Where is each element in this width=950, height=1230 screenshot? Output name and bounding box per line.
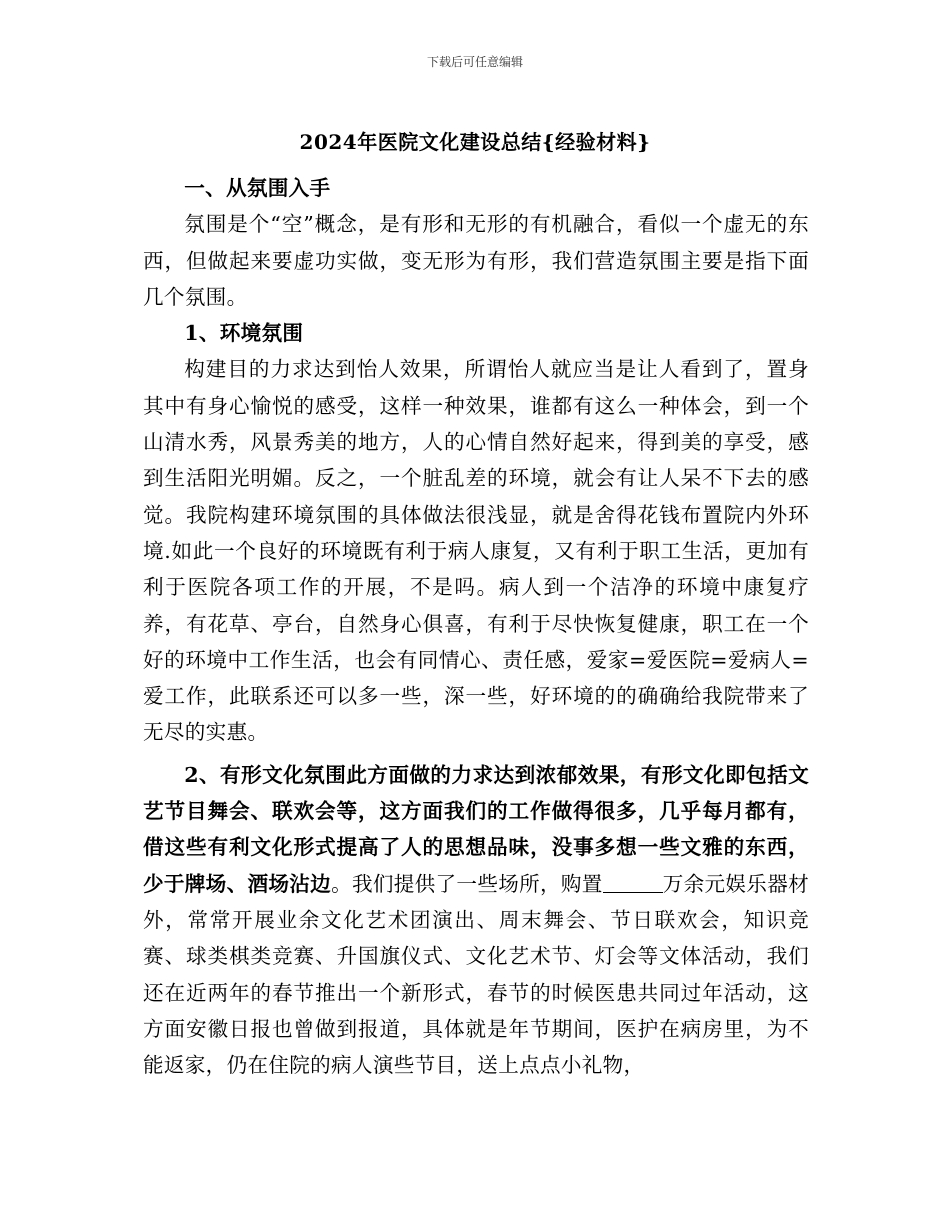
blank-underline: [603, 874, 663, 893]
section1-paragraph: 氛围是个“空”概念，是有形和无形的有机融合，看似一个虚无的东西，但做起来要虚功实做，变无形为有形，我们营造氛围主要是指下面几个氛围。: [143, 212, 809, 309]
sub2-bold-text: 2、有形文化氛围此方面做的力求达到浓郁效果，有形文化即包括文艺节目舞会、联欢会等，这方面我们的工作做得很多，几乎每月都有，借这些有利文化形式提高了人的思想品味，没事多想一些文雅的东西，少于牌场、酒场沾边: [143, 762, 809, 896]
sub2-paragraph: [143, 757, 809, 1084]
document-body: [143, 170, 809, 1083]
section1-heading: 一、从氛围入手: [184, 176, 331, 200]
document-title: 2024年医院文化建设总结{经验材料}: [299, 130, 651, 154]
sub2-text-a: 。我们提供了一些场所，购置: [331, 871, 603, 896]
sub1-paragraph: 构建目的力求达到怡人效果，所谓怡人就应当是让人看到了，置身其中有身心愉悦的感受，这样一种效果，谁都有这么一种体会，到一个山清水秀，风景秀美的地方，人的心情自然好起来，得到美的享受，感到生活阳光明媚。反之，一个脏乱差的环境，就会有让人呆不下去的感觉。我院构建环境氛围的具体做法很浅显，就是舍得花钱布置院内外环境.如此一个良好的环境既有利于病人康复，又有利于职工生活，更加有利于医院各项工作的开展，不是吗。病人到一个洁净的环境中康复疗养，有花草、亭台，自然身心俱喜，有利于尽快恢复健康，职工在一个好的环境中工作生活，也会有同情心、责任感，爱家=爱医院=爱病人=爱工作，此联系还可以多一些，深一些，好环境的的确确给我院带来了无尽的实惠。: [143, 357, 809, 745]
sub1-heading: 1、环境氛围: [184, 321, 304, 346]
header-note: 下载后可任意编辑: [426, 55, 523, 69]
sub2-text-b: 万余元娱乐器材外，常常开展业余文化艺术团演出、周末舞会、节日联欢会，知识竞赛、球类棋类竞赛、升国旗仪式、文化艺术节、灯会等文体活动，我们还在近两年的春节推出一个新形式，春节的时候医患共同过年活动，这方面安徽日报也曾做到报道，具体就是年节期间，医护在病房里，为不能返家，仍在住院的病人演些节目，送上点点小礼物，: [143, 871, 809, 1078]
